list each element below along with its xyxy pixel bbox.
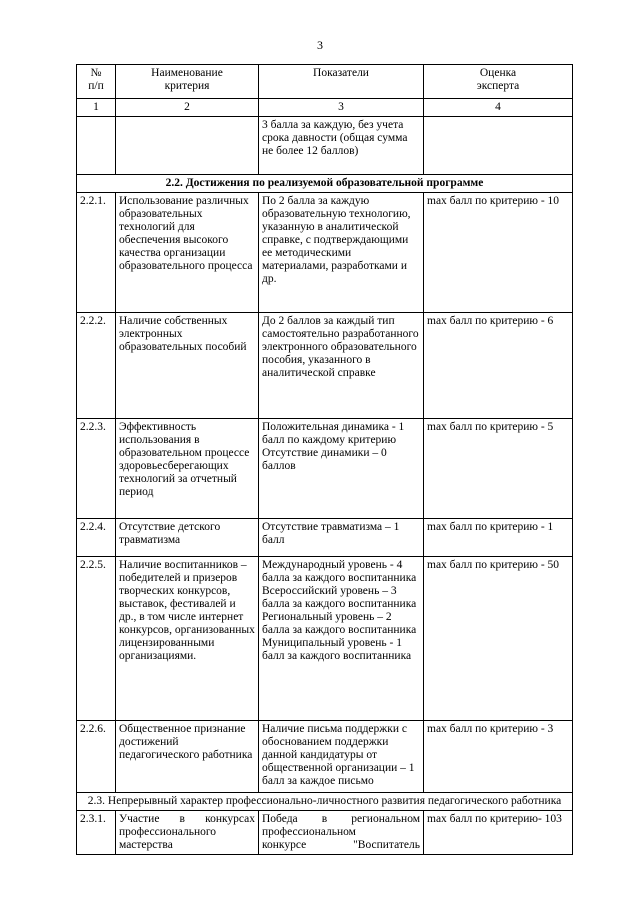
row-score: max балл по критерию - 1 (424, 519, 573, 557)
section-heading: 2.3. Непрерывный характер профессионально-личностного развития педагогического работника (77, 793, 573, 811)
table-row (77, 419, 573, 519)
header-expert-score: Оценка эксперта (424, 65, 573, 99)
row-number: 2.2.3. (77, 419, 116, 519)
table-row (77, 519, 573, 557)
continuation-row (77, 117, 573, 175)
row-criterion: Наличие воспитанников – победителей и призеров творческих конкурсов, выставок, фестивалей и др., в том числе интернет конкурсов, организованных лицензированными организациями. (116, 557, 259, 721)
row-number: 2.2.1. (77, 193, 116, 313)
row-criterion: Общественное признание достижений педагогического работника (116, 721, 259, 793)
row-indicators: Наличие письма поддержки с обоснованием поддержки данной кандидатуры от общественной организации – 1 балл за каждое письмо (259, 721, 424, 793)
column-number: 3 (259, 99, 424, 117)
column-number: 4 (424, 99, 573, 117)
column-number: 1 (77, 99, 116, 117)
column-number-row (77, 99, 573, 117)
table-row (77, 193, 573, 313)
header-criterion: Наименование критерия (116, 65, 259, 99)
row-criterion: Наличие собственных электронных образовательных пособий (116, 313, 259, 419)
row-score: max балл по критерию - 50 (424, 557, 573, 721)
row-indicators: По 2 балла за каждую образовательную технологию, указанную в аналитической справке, с подтверждающими ее методическими материалами, разработками и др. (259, 193, 424, 313)
criteria-table (76, 64, 573, 855)
row-score: max балл по критерию - 10 (424, 193, 573, 313)
section-row (77, 175, 573, 193)
row-indicators: 3 балла за каждую, без учета срока давности (общая сумма не более 12 баллов) (259, 117, 424, 175)
table-row (77, 721, 573, 793)
section-heading: 2.2. Достижения по реализуемой образовательной программе (77, 175, 573, 193)
row-indicators: До 2 баллов за каждый тип самостоятельно разработанного электронного образовательного пособия, указанного в аналитической справке (259, 313, 424, 419)
row-criterion: Эффективность использования в образовательном процессе здоровьесберегающих технологий за отчетный период (116, 419, 259, 519)
row-score: max балл по критерию - 5 (424, 419, 573, 519)
table-row (77, 313, 573, 419)
row-score: max балл по критерию - 3 (424, 721, 573, 793)
row-criterion: Отсутствие детского травматизма (116, 519, 259, 557)
row-score: max балл по критерию - 6 (424, 313, 573, 419)
row-indicators: Отсутствие травматизма – 1 балл (259, 519, 424, 557)
row-indicators: Положительная динамика - 1 балл по каждому критерию Отсутствие динамики – 0 баллов (259, 419, 424, 519)
section-row (77, 793, 573, 811)
row-number: 2.2.4. (77, 519, 116, 557)
row-criterion: Использование различных образовательных технологий для обеспечения высокого качества организации образовательного процесса (116, 193, 259, 313)
page-number: 3 (317, 38, 323, 52)
table-row (77, 557, 573, 721)
row-number: 2.3.1. (77, 811, 116, 855)
row-number: 2.2.6. (77, 721, 116, 793)
row-number: 2.2.2. (77, 313, 116, 419)
column-number: 2 (116, 99, 259, 117)
row-criterion: Участие в конкурсах профессионального мастерства (116, 811, 259, 855)
header-indicators: Показатели (259, 65, 424, 99)
row-indicators: Международный уровень - 4 балла за каждого воспитанника Всероссийский уровень – 3 балла за каждого воспитанника Региональный уровень – 2 балла за каждого воспитанника Муниципальный уровень - 1 балл за каждого воспитанника (259, 557, 424, 721)
header-row (77, 65, 573, 99)
row-number: 2.2.5. (77, 557, 116, 721)
header-number: № п/п (77, 65, 116, 99)
row-indicators: Победа в региональном профессиональном конкурсе "Воспитатель (259, 811, 424, 855)
row-score: max балл по критерию- 103 (424, 811, 573, 855)
table-row (77, 811, 573, 855)
